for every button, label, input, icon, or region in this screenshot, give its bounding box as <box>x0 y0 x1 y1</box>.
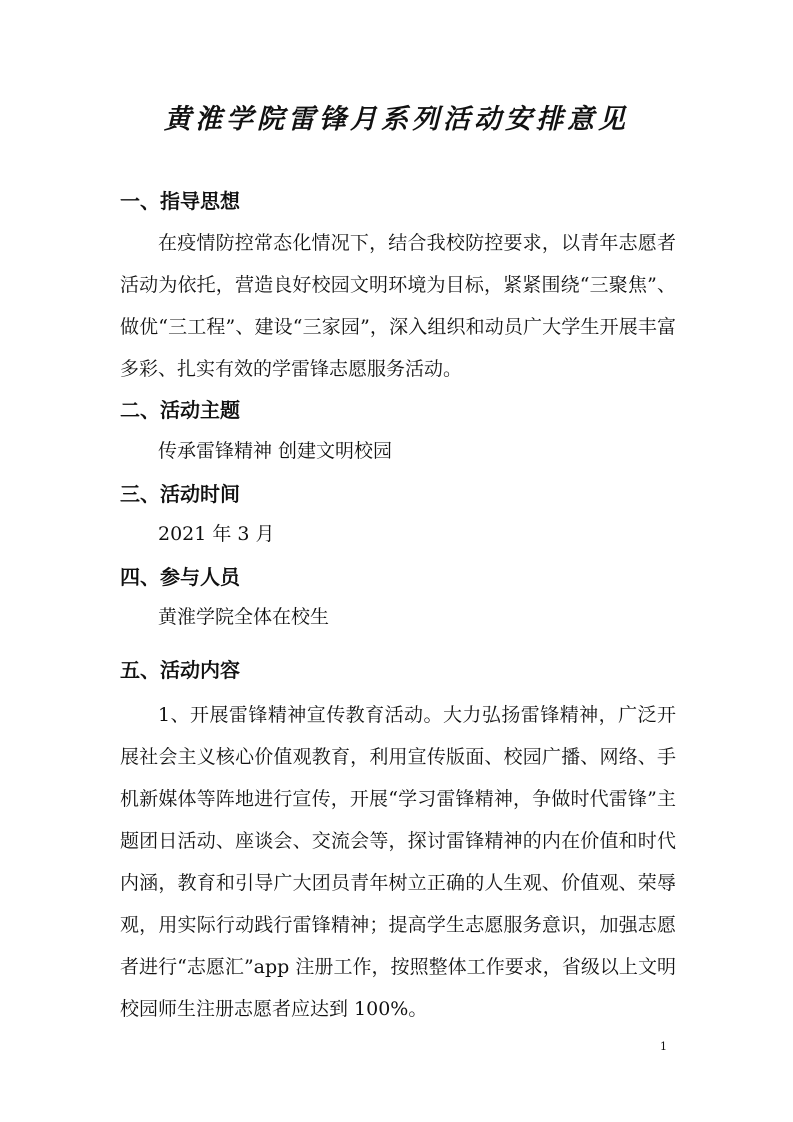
paragraph-text: 在疫情防控常态化情况下，结合我校防控要求，以青年志愿者活动为依托，营造良好校园文明环境为目标，紧紧围绕“三聚焦”、做优“三工程”、建设“三家园”，深入组织和动员广大学生开展丰富多彩、扎实有效的学雷锋志愿服务活动。 <box>120 232 676 380</box>
document-title: 黄淮学院雷锋月系列活动安排意见 <box>164 104 629 135</box>
section-heading-activity-theme: 二、活动主题 <box>120 398 240 422</box>
section-heading-activity-content: 五、活动内容 <box>120 658 240 682</box>
section-heading-activity-time: 三、活动时间 <box>120 482 240 506</box>
section-body-activity-theme: 传承雷锋精神 创建文明校园 <box>158 440 393 462</box>
section-body-activity-content <box>120 694 676 1030</box>
section-body-activity-time: 2021 年 3 月 <box>158 523 275 545</box>
section-heading-guiding-ideology: 一、指导思想 <box>120 189 240 213</box>
section-body-guiding-ideology <box>120 222 676 390</box>
section-heading-participants: 四、参与人员 <box>120 565 240 589</box>
section-body-participants: 黄淮学院全体在校生 <box>158 606 330 628</box>
page-number: 1 <box>660 1040 667 1053</box>
paragraph-text: 1、开展雷锋精神宣传教育活动。大力弘扬雷锋精神，广泛开展社会主义核心价值观教育，利用宣传版面、校园广播、网络、手机新媒体等阵地进行宣传，开展“学习雷锋精神，争做时代雷锋”主题团日活动、座谈会、交流会等，探讨雷锋精神的内在价值和时代内涵，教育和引导广大团员青年树立正确的人生观、价值观、荣辱观，用实际行动践行雷锋精神；提高学生志愿服务意识，加强志愿者进行“志愿汇”app 注册工作，按照整体工作要求，省级以上文明校园师生注册志愿者应达到 100%。 <box>120 704 676 1020</box>
